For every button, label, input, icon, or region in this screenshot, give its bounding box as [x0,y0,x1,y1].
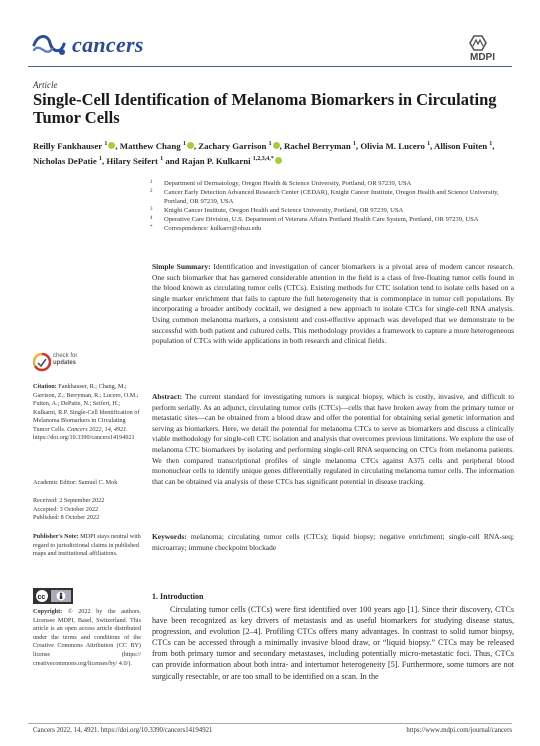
author-name: Hilary Seifert [106,155,158,166]
keywords [152,532,514,553]
author-name: Reilly Fankhauser [33,140,103,151]
keywords-label: Keywords: [152,532,187,541]
affiliation-text: Correspondence: kulkarrr@ohsu.edu [164,224,262,232]
publisher-note-text: MDPI stays neutral with regard to jurisdictional claims in published maps and institutional affiliations. [33,533,141,558]
check-updates-icon [33,353,51,373]
mdpi-wordmark: MDPI [470,52,495,62]
academic-editor: Academic Editor: Samuel C. Mok [33,479,118,486]
affiliation-text: Operative Care Division, U.S. Department of Veterans Affairs Portland Health Care System, Portland, OR 97239, USA [164,215,479,223]
author[interactable] [182,156,282,166]
author[interactable] [360,141,430,151]
affiliation-number: 3 [150,206,153,212]
article-title: Single-Cell Identification of Melanoma Biomarkers in Circulating Tumor Cells [33,90,497,127]
keywords-text: melanoma; circulating tumor cells (CTCs); liquid biopsy; negative enrichment; single-cell RNA-seq; microarray; immune checkpoint blockade [152,532,514,552]
citation-journal: Cancers 2022, 14, 4921. [66,425,128,433]
simple-summary-label: Simple Summary: [152,262,211,271]
author-affiliation-sup: 1 [160,155,164,162]
affiliation-text: Knight Cancer Institute, Oregon Health and Science University, Portland, OR 97239, USA [164,206,404,214]
introduction-heading: 1. Introduction [152,592,204,601]
author[interactable] [198,141,279,151]
citation-label: Citation: [33,383,57,390]
affiliation-item [150,180,510,189]
affiliation-number: 4 [150,215,153,221]
orcid-icon[interactable] [187,142,194,149]
affiliation-number: * [150,224,153,230]
affiliation-item [150,216,510,225]
cancers-logo-icon [28,30,68,60]
copyright-label: Copyright: [33,608,63,615]
published-date: Published: 8 October 2022 [33,514,100,522]
affiliation-item [150,189,510,207]
author-name: Olivia M. Lucero [360,140,425,151]
author-affiliation-sup: 1 [427,141,431,147]
author-name: Allison Fuiten [434,140,488,151]
article-type-label: Article [33,80,58,90]
author[interactable] [434,141,492,151]
check-updates-line1: check for [53,353,78,359]
orcid-icon[interactable] [275,157,282,164]
copyright-text: © 2022 by the authors. Licensee MDPI, Basel, Switzerland. This article is an open access article distributed under the terms and conditions of the Creative Commons Attribution (CC BY) license (https:// creativecommons.org/licenses/by/ 4.0/). [33,608,141,667]
author[interactable] [33,156,102,166]
abstract [152,392,514,487]
mdpi-logo-icon[interactable] [468,34,512,62]
author-affiliation-sup: 1,2,3,4,* [252,155,274,162]
author[interactable] [33,141,115,151]
author-name: Zachary Garrison [198,140,267,151]
author[interactable] [120,141,194,151]
cc-text: cc [37,594,46,601]
author-affiliation-sup: 1 [104,141,108,147]
author-list: Reilly Fankhauser $^1$ , Matthew Chang $^1$ , Zachary Garrison $^1$ , Rachel Berryman $^1$, Olivia M. Lucero $^1$, Allison Fuiten $^1$, Nicholas DePatie $^1$, Hilary Seifert $^1$ and Rajan P. Kulkarni $^{1,2,3,4,*}$ [33,140,495,166]
affiliation-number: 1 [150,180,153,185]
author-affiliation-sup: 1 [489,141,493,147]
affiliations-list [150,180,510,233]
check-for-updates-button[interactable] [33,350,103,376]
author-name: Rajan P. Kulkarni [181,155,251,166]
author-name: Rachel Berryman [284,140,351,151]
citation-doi-link[interactable]: https://doi.org/10.3390/cancers14194921 [33,434,135,441]
footer-citation[interactable]: Cancers 2022, 14, 4921. https://doi.org/10.3390/cancers14194921 [33,727,213,734]
footer-divider [28,723,512,724]
citation-text: Fankhauser, R.; Chang, M.; Garrison, Z.; Berryman, R.; Lucero, O.M.; Fuiten, A.; DePatie, N.; Seifert, H.; Kulkarni, R.P. Single-Cell Identification of Melanoma Biomarkers in Circulating Tumor Cells. [33,383,140,433]
orcid-icon[interactable] [273,142,280,149]
affiliation-number: 2 [150,188,153,194]
author-affiliation-sup: 1 [352,141,356,147]
author[interactable] [284,141,356,151]
author-name: Nicholas DePatie [33,155,97,166]
copyright-notice [33,608,141,668]
publication-dates [33,497,141,523]
author-name: Matthew Chang [119,140,181,151]
author[interactable] [106,156,163,166]
header-divider [28,66,512,67]
author-affiliation-sup: 1 [268,141,272,147]
abstract-text: The current standard for investigating tumors is surgical biopsy, which is costly, invasive, and difficult to perform serially. As an adjunct, circulating tumor cells (CTCs)—cells that have broken away from the primary tumor or metastatic sites—can be obtained from a blood draw and offer the potential for obtaining serial genetic information and serving as biomarkers. Here, we detail the potential for melanoma CTCs to serve as biomarkers and discuss a clinically viable methodology for single-cell CTC isolation and analysis that overcomes previous limitations. We explore the use of melanoma CTC biomarkers by isolating and performing single-cell RNA sequencing on CTCs from melanoma patients. We then compared transcriptional profiles of single melanoma CTCs against A375 cells and peripheral blood mononuclear cells to identify unique genes differentially regulated in circulating melanoma tumor cells. The information that can be obtained via analysis of these CTCs has significant potential in disease tracking. [152,392,514,486]
abstract-label: Abstract: [152,392,183,401]
publisher-note-label: Publisher's Note: [33,533,79,540]
simple-summary-text: Identification and investigation of cancer biomarkers is a pivotal area of modern cancer research. One such biomarker that has garnered considerable attention in the field is a class of free-floating tumor cells found in the blood known as circulating tumor cells (CTCs). Existing methods for CTC isolation tend to isolate cells based on a single marker enrichment that fails to capture the full heterogeneity that is commonplace in tumor cell populations. By incorporating a broader antibody cocktail, we designed a new approach to isolate CTCs for single-cell RNA analysis. Using common melanoma markers, a consistent and cost-effective approach was developed that we demonstrate to be successful with both patient and cultured cells. This methodology provides a framework to capture a more heterogeneous population of CTCs with wide applications in both research and clinical fields. [152,262,514,346]
affiliation-item [150,207,510,216]
simple-summary [152,262,514,347]
received-date: Received: 2 September 2022 [33,497,105,504]
footer-journal-url[interactable]: https://www.mdpi.com/journal/cancers [406,727,512,734]
affiliation-text: Department of Dermatology, Oregon Health & Science University, Portland, OR 97239, USA [164,180,412,187]
author-affiliation-sup: 1 [182,141,186,147]
citation-block [33,383,141,443]
affiliation-item [150,225,510,234]
orcid-icon[interactable] [108,142,115,149]
accepted-date: Accepted: 3 October 2022 [33,505,99,513]
check-updates-line2: updates [53,360,77,366]
affiliation-text: Cancer Early Detection Advanced Research Center (CEDAR), Knight Cancer Institute, Oregon Health and Science University, Portland, OR 97239, USA [164,188,499,205]
introduction-text: Circulating tumor cells (CTCs) were first identified over 100 years ago [1]. Since their discovery, CTCs have been recognized as key drivers of metastasis and as useful biomarkers for studying disease status, progression, and evolution [2–4]. Profiling CTCs offers many advantages. In contrast to solid tumor biopsy, CTCs can be accessed through a minimally invasive blood draw, or “liquid biopsy.” CTCs may be released from both primary tumor and secondary metastases, including potentially micro-metastatic foci. Thus, CTCs can provide information about both intra- and intertumor heterogeneity [5]. Furthermore, some tumors are not surgically resectable, or are too small to be identified on a scan. In the [152,605,514,681]
cc-by-license-icon[interactable] [33,588,73,604]
author-affiliation-sup: 1 [98,155,102,162]
publisher-note [33,533,141,559]
journal-name[interactable]: cancers [72,32,144,57]
